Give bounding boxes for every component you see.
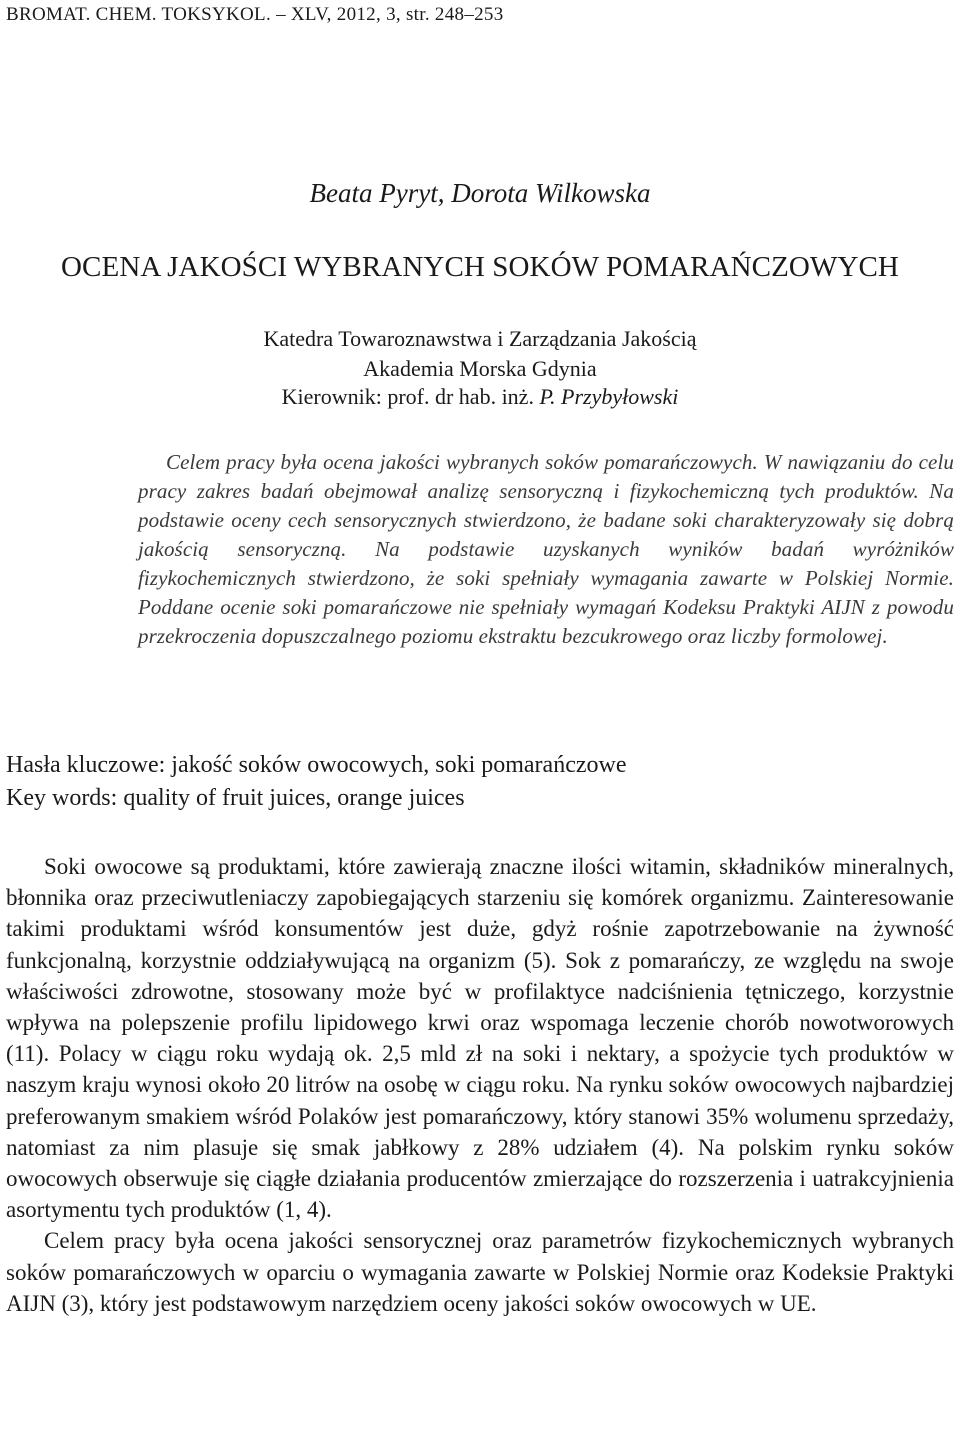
article-title: OCENA JAKOŚCI WYBRANYCH SOKÓW POMARAŃCZOWYCH — [61, 251, 899, 283]
abstract — [138, 448, 954, 651]
running-header: BROMAT. CHEM. TOKSYKOL. – XLV, 2012, 3, str. 248–253 — [6, 4, 504, 25]
authors: Beata Pyryt, Dorota Wilkowska — [309, 178, 651, 208]
affiliation-head-prefix: Kierownik: prof. dr hab. inż. — [281, 384, 534, 409]
affiliation-university: Akademia Morska Gdynia — [363, 356, 597, 381]
body-text — [6, 851, 954, 1319]
body-paragraph: Celem pracy była ocena jakości sensorycznej oraz parametrów fizykochemicznych wybranych soków pomarańczowych w oparciu o wymagania zawarte w Polskiej Normie oraz Kodeksie Praktyki AIJN (3), który jest podstawowym narzędziem oceny jakości soków owocowych w UE. — [6, 1228, 954, 1316]
affiliation-department: Katedra Towaroznawstwa i Zarządzania Jakością — [263, 326, 697, 351]
keywords-polish: Hasła kluczowe: jakość soków owocowych, soki pomarańczowe — [6, 752, 627, 778]
affiliation-head — [0, 384, 960, 410]
keywords-english: Key words: quality of fruit juices, orange juices — [6, 785, 465, 811]
affiliation-head-name: P. Przybyłowski — [539, 384, 679, 409]
abstract-text: Celem pracy była ocena jakości wybranych soków pomarańczowych. W nawiązaniu do celu pracy zakres badań obejmował analizę sensoryczną i fizykochemiczną tych produktów. Na podstawie oceny cech sensorycznych stwierdzono, że badane soki charakteryzowały się dobrą jakością sensoryczną. Na podstawie uzyskanych wyników badań wyróżników fizykochemicznych stwierdzono, że soki spełniały wymagania zawarte w Polskiej Normie. Poddane ocenie soki pomarańczowe nie spełniały wymagań Kodeksu Praktyki AIJN z powodu przekroczenia dopuszczalnego poziomu ekstraktu bezcukrowego oraz liczby formolowej. — [138, 450, 954, 648]
body-paragraph: Soki owocowe są produktami, które zawierają znaczne ilości witamin, składników mineralnych, błonnika oraz przeciwutleniaczy zapobiegających starzeniu się komórek organizmu. Zainteresowanie takimi produktami wśród konsumentów jest duże, gdyż rośnie zapotrzebowanie na żywność funkcjonalną, korzystnie oddziaływującą na organizm (5). Sok z pomarańczy, ze względu na swoje właściwości zdrowotne, stosowany może być w profilaktyce nadciśnienia tętniczego, korzystnie wpływa na polepszenie profilu lipidowego krwi oraz wspomaga leczenie chorób nowotworowych (11). Polacy w ciągu roku wydają ok. 2,5 mld zł na soki i nektary, a spożycie tych produktów w naszym kraju wynosi około 20 litrów na osobę w ciągu roku. Na rynku soków owocowych najbardziej preferowanym smakiem wśród Polaków jest pomarańczowy, który stanowi 35% wolumenu sprzedaży, natomiast za nim plasuje się smak jabłkowy z 28% udziałem (4). Na polskim rynku soków owocowych obserwuje się ciągłe działania producentów zmierzające do rozszerzenia i uatrakcyjnienia asortymentu tych produktów (1, 4). — [6, 854, 954, 1223]
